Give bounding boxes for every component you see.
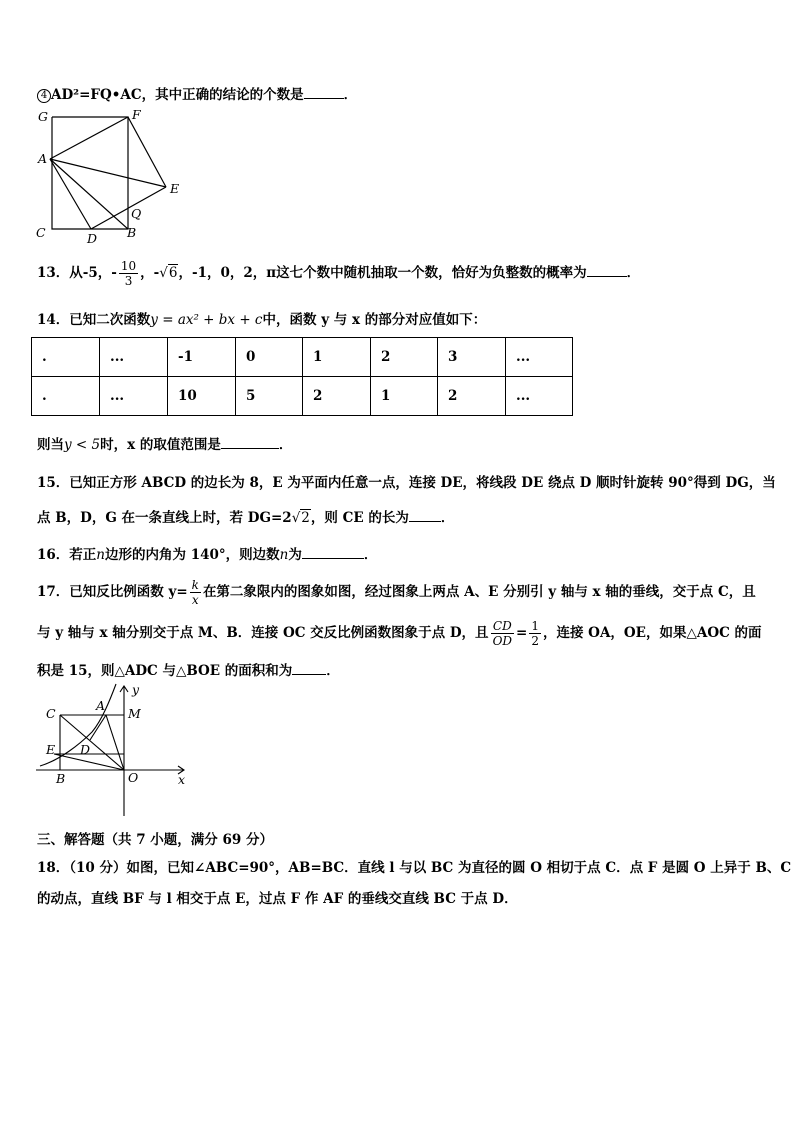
quadratic-formula: y = ax² + bx + c	[150, 312, 263, 328]
sqrt-radicand: 6	[168, 265, 178, 281]
hyperbola-figure-q17	[30, 680, 200, 820]
sqrt-6: √6	[159, 265, 178, 281]
q16-end: ．	[363, 547, 378, 563]
q13-pre: 13．从-5，-	[37, 265, 117, 281]
frac-num: CD	[491, 619, 514, 634]
var-n: n	[96, 547, 105, 563]
q17-post: 在第二象限内的图象如图，经过图象上两点 A、E 分别引 y 轴与 x 轴的垂线，交于点 C，且	[202, 584, 756, 600]
q17-line2-pre: 与 y 轴与 x 轴分别交于点 M、B．连接 OC 交反比例函数图象于点 D，且	[37, 625, 489, 641]
q17-end: ．	[326, 663, 340, 679]
frac-den: 2	[531, 634, 539, 648]
segment-ad	[50, 159, 91, 229]
table-cell: 2	[303, 377, 371, 416]
square-gfbc	[52, 117, 128, 229]
value-table	[31, 337, 573, 416]
frac-den: 3	[124, 274, 133, 288]
table-cell: 2	[371, 338, 438, 377]
equals-sign: =	[516, 625, 528, 641]
q14-followup	[37, 433, 292, 453]
q14-after-end: ．	[278, 437, 293, 453]
answer-blank	[292, 662, 326, 675]
table-cell: ...	[100, 338, 168, 377]
sqrt-radicand: 2	[301, 510, 310, 526]
question-18-line1: 18．（10 分）如图，已知∠ABC=90°，AB=BC．直线 l 与以 BC 为直径的圆 O 相切于点 C．点 F 是圆 O 上异于 B、C	[37, 860, 792, 876]
segment-ad	[90, 715, 106, 740]
sqrt-2: √2	[291, 510, 310, 526]
question-15-line1: 15．已知正方形 ABCD 的边长为 8，E 为平面内任意一点，连接 DE，将线段 DE 绕点 D 顺时针旋转 90°得到 DG，当	[37, 475, 776, 491]
table-cell: 2	[438, 377, 506, 416]
circled-number: 4	[37, 89, 51, 103]
label-c: C	[46, 706, 56, 721]
q17-line3-text: 积是 15，则△ADC 与△BOE 的面积和为	[37, 663, 293, 679]
label-c: C	[36, 225, 46, 240]
label-q: Q	[131, 206, 142, 221]
section-3-title: 三、解答题（共 7 小题，满分 69 分）	[37, 832, 273, 848]
answer-blank	[221, 436, 279, 449]
label-x: x	[178, 772, 186, 787]
label-g: G	[38, 109, 48, 124]
q13-post: ，-1，0，2，π这七个数中随机抽取一个数，恰好为负整数的概率为	[178, 265, 587, 281]
var-n: n	[279, 547, 289, 563]
q13-end: ．	[626, 265, 641, 281]
q17-pre: 17．已知反比例函数 y=	[37, 584, 188, 600]
q17-line2-post: ，连接 OA，OE，如果△AOC 的面	[542, 625, 762, 641]
table-cell: 5	[236, 377, 303, 416]
label-d: D	[80, 742, 91, 757]
table-cell: ...	[506, 338, 573, 377]
table-cell: ...	[506, 377, 573, 416]
q14-after-post: 时，x 的取值范围是	[100, 437, 221, 453]
label-b: B	[56, 771, 66, 786]
table-cell: .	[32, 338, 100, 377]
frac-num: k	[191, 578, 199, 592]
frac-num: 1	[531, 619, 539, 633]
segment-ae	[50, 159, 166, 187]
table-cell: 10	[168, 377, 236, 416]
question-14	[37, 308, 486, 328]
question-18-line2: 的动点，直线 BF 与 l 相交于点 E，过点 F 作 AF 的垂线交直线 BC 于点 D．	[37, 891, 518, 907]
q12-conclusion-line	[37, 83, 357, 103]
table-cell: 1	[371, 377, 438, 416]
table-cell: 1	[303, 338, 371, 377]
table-cell: -1	[168, 338, 236, 377]
table-row	[32, 377, 573, 416]
table-cell: ...	[100, 377, 168, 416]
answer-blank	[587, 264, 627, 277]
label-f: F	[132, 107, 141, 122]
question-17-line1	[37, 578, 756, 607]
q16-pre: 16．若正	[37, 547, 97, 563]
q15-post: ，则 CE 的长为	[310, 510, 409, 526]
q14-pre: 14．已知二次函数	[37, 312, 151, 328]
segment-fe	[128, 117, 166, 187]
table-row	[32, 338, 573, 377]
square-figure-q12	[30, 105, 190, 245]
fraction-10-3	[119, 259, 138, 288]
label-e: E	[170, 181, 180, 196]
q12-text: AD²=FQ•AC，其中正确的结论的个数是	[51, 87, 304, 103]
fraction-cd-od	[491, 619, 514, 648]
segment-af	[50, 117, 128, 159]
segment-co	[60, 715, 124, 770]
question-17-line3	[37, 659, 340, 679]
q16-mid: 边形的内角为 140°，则边数	[105, 547, 280, 563]
answer-blank	[304, 86, 344, 99]
label-b: B	[127, 225, 137, 240]
q12-period: ．	[343, 87, 358, 103]
label-y: y	[132, 682, 140, 697]
table-cell: 3	[438, 338, 506, 377]
question-13	[37, 259, 640, 288]
q15-pre: 点 B，D，G 在一条直线上时，若 DG=2	[37, 510, 292, 526]
label-e: E	[46, 742, 56, 757]
frac-den: OD	[492, 634, 513, 648]
q16-post: 为	[288, 547, 302, 563]
answer-blank	[409, 509, 441, 522]
q14-after-pre: 则当	[37, 437, 64, 453]
fraction-k-x	[190, 578, 201, 607]
frac-num: 10	[120, 259, 137, 273]
q14-post: 中，函数 y 与 x 的部分对应值如下：	[262, 312, 487, 328]
q13-mid: ，-	[140, 265, 160, 281]
label-a: A	[38, 151, 48, 166]
fraction-1-2	[529, 619, 541, 648]
label-a: A	[96, 698, 106, 713]
question-17-line2	[37, 619, 762, 648]
question-15-line2	[37, 506, 454, 526]
label-m: M	[128, 706, 141, 721]
answer-blank	[302, 546, 364, 559]
question-16	[37, 543, 377, 563]
table-cell: .	[32, 377, 100, 416]
table-cell: 0	[236, 338, 303, 377]
label-o: O	[128, 770, 139, 785]
segment-ab	[50, 159, 128, 229]
frac-den: x	[191, 593, 199, 607]
label-d: D	[87, 231, 98, 245]
condition-y-lt-5: y < 5	[64, 437, 101, 453]
q15-end: ．	[440, 510, 455, 526]
